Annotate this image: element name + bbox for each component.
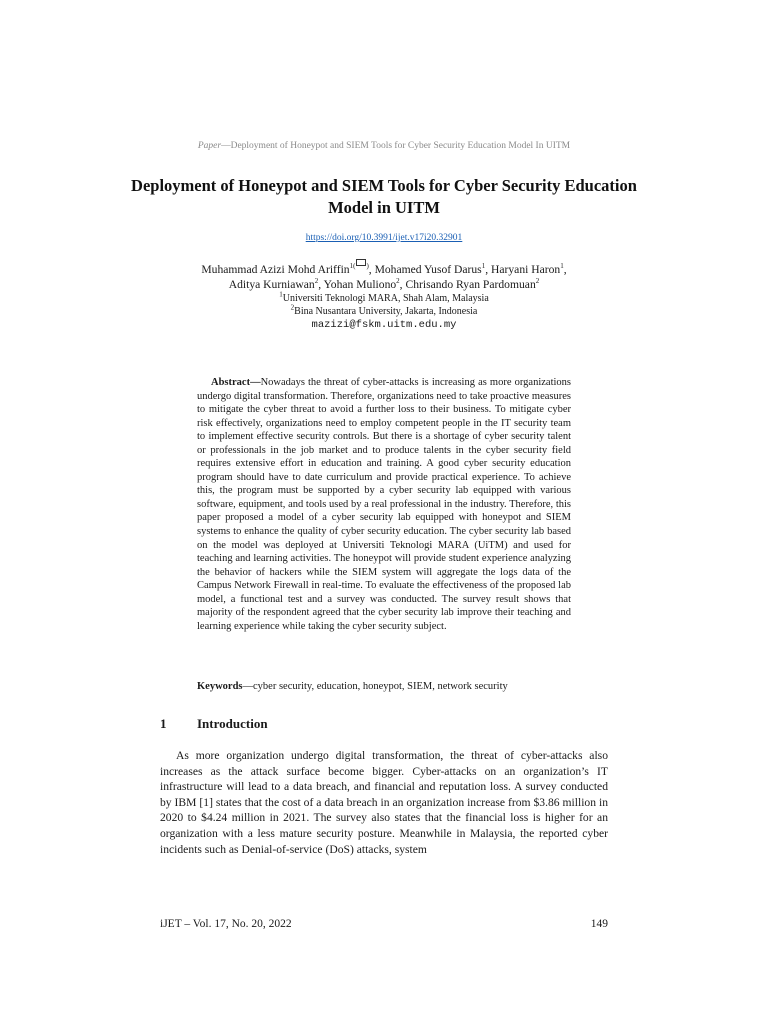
keywords-text: —cyber security, education, honeypot, SIEM, network security [242, 681, 508, 692]
author-name: Chrisando Ryan Pardomuan [405, 277, 536, 291]
author-name: Mohamed Yusof Darus [374, 262, 482, 276]
author-sup: 1( ) [350, 262, 369, 270]
author-name: Muhammad Azizi Mohd Ariffin [201, 262, 350, 276]
running-header [160, 141, 608, 151]
author-sup: 2 [314, 277, 319, 285]
author-email[interactable]: mazizi@fskm.uitm.edu.my [311, 318, 457, 331]
section-heading [160, 716, 608, 732]
section-title: Introduction [197, 716, 268, 731]
footer-page-number: 149 [590, 918, 608, 930]
author-sup: 1 [560, 262, 564, 270]
running-header-label: Paper [197, 141, 222, 151]
running-header-text: —Deployment of Honeypot and SIEM Tools for Cyber Security Education Model In UITM [221, 141, 571, 151]
intro-paragraph: As more organization undergo digital transformation, the threat of cyber-attacks also increases as the attack surface become bigger. Cyber-attacks on an organization’s IT infrastructure will lead to a data breach, and financial and reputation loss. A survey conducted by IBM [1] states that the cost of a data breach in an organization increase from $3.86 million in 2020 to $4.24 million in 2021. The survey also states that the financial loss is higher for an organization with a less mature security posture. Meanwhile in Malaysia, the reported cyber incidents such as Denial-of-service (DoS) attacks, system [160, 749, 608, 856]
author-block [160, 259, 608, 333]
keywords-label: Keywords [197, 681, 243, 692]
affiliation-2: $^2$Bina Nusantara University, Jakarta, Indonesia [290, 303, 478, 317]
author-name: Aditya Kurniawan [228, 277, 315, 291]
abstract [197, 376, 571, 633]
author-line-2: Aditya Kurniawan$^2$, Yohan Muliono$^2$, Chrisando Ryan Pardomuan$^2$ [228, 277, 540, 291]
section-number: 1 [160, 716, 167, 731]
paper-title: Deployment of Honeypot and SIEM Tools for Cyber Security Education Model in UITM [131, 176, 637, 217]
footer-journal: iJET – Vol. 17, No. 20, 2022 [160, 918, 292, 930]
author-name: Yohan Muliono [323, 277, 397, 291]
affiliation-1: $^1$Universiti Teknologi MARA, Shah Alam, Malaysia [279, 290, 489, 304]
author-sup: 1 [481, 262, 486, 270]
abstract-text: Nowadays the threat of cyber-attacks is increasing as more organizations undergo digital transformation. Therefore, organizations need to take proactive measures to mitigate the cyber threat to avoid a further loss to their business. To mitigate cyber risk effectively, organizations need to employ competent people in the IT security team to implement effective security controls. But there is a shortage of cyber security talent or professionals in the job market and to produce talents in the cyber security field requires extensive effort in education and training. A good cyber security education program should have to date curriculum and provide practical experience. To achieve this, the program must be supported by a cyber security lab equipped with various software, equipment, and tools used by a real professional in the industry. Therefore, this paper proposed a model of a cyber security lab equipped with honeypot and SIEM systems to enhance the quality of cyber security education. The cyber security lab based on the model was deployed at Universiti Teknologi MARA (UiTM) and used for teaching and learning activities. The honeypot will provide student experience analyzing the behavior of hackers while the SIEM system will aggregate the logs data of the Campus Network Firewall in real-time. To evaluate the effectiveness of the proposed lab model, a functional test and a survey was conducted. The survey result shows that majority of the respondent agreed that the cyber security lab improve their teaching and learning experience while taking the cyber security subject. [197, 377, 571, 632]
doi-link[interactable]: https://doi.org/10.3991/ijet.v17i20.32901 [305, 233, 463, 243]
author-sup: 2 [535, 277, 540, 285]
doi-line [160, 233, 608, 243]
author-line-1: Muhammad Azizi Mohd Ariffin$^{1( )}$, Mohamed Yusof Darus$^1$, Haryani Haron$^1$, [160, 259, 608, 277]
author-sup: 2 [396, 277, 400, 285]
abstract-label: Abstract— [211, 377, 261, 388]
keywords [197, 680, 571, 694]
author-name: Haryani Haron [491, 262, 561, 276]
envelope-icon [356, 259, 366, 266]
